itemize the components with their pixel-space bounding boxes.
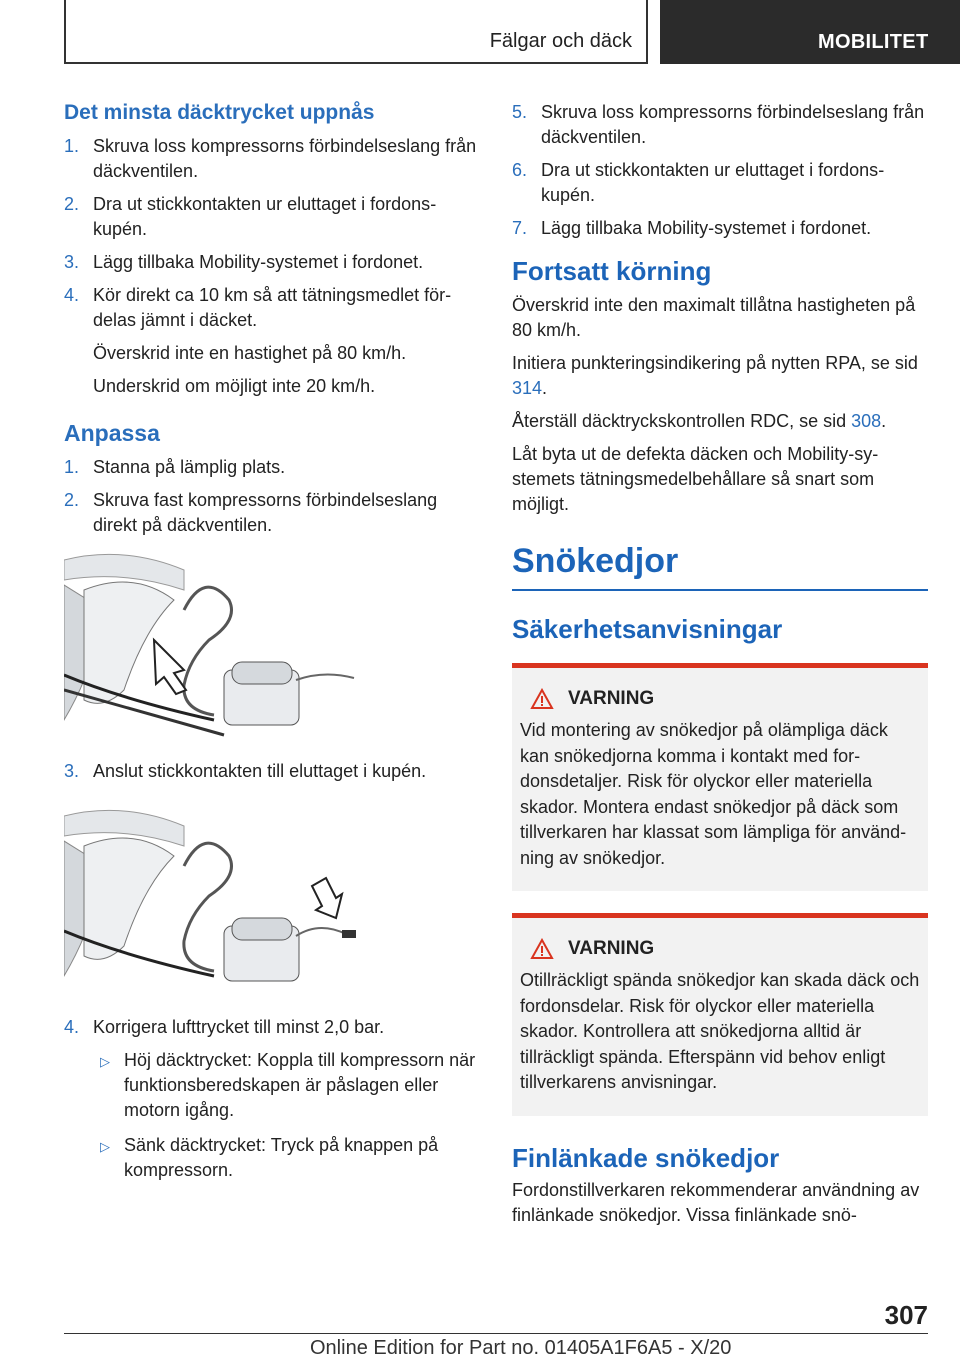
triangle-bullet-icon: ▷: [100, 1139, 110, 1154]
warning-text-1: Vid montering av snökedjor på olämpliga däck kan snökedjorna komma i kontakt med fordonsdetaljer. Risk för olyckor eller materiella skador. Montera endast snökedjor på däck som tillverkaren har klassat som lämpliga för användning av snökedjor.: [520, 720, 907, 868]
chapter-title-snow-chains: Snökedjor: [512, 539, 928, 591]
list-item: 3. Lägg tillbaka Mobility-systemet i fordonet.: [64, 252, 424, 272]
section-title-safety: Säkerhetsanvisningar: [512, 614, 783, 644]
warning-box-1: [512, 663, 928, 891]
list-item: 4. Kör direkt ca 10 km så att tätningsmedlet fördelas jämnt i däcket.: [64, 285, 452, 330]
section-title-min-pressure: Det minsta däcktrycket uppnås: [64, 101, 375, 124]
paragraph-replace-tires: Låt byta ut de defekta däcken och Mobility-systemets tätningsmedelbehållare så snart som möjligt.: [512, 444, 879, 514]
steps-list-2: [64, 455, 480, 538]
step-note-speed-min: Underskrid om möjligt inte 20 km/h.: [93, 376, 376, 396]
list-item: 1. Skruva loss kompressorns förbindelseslang från däckventilen.: [64, 136, 477, 181]
paragraph-speed-limit: Överskrid inte den maximalt tillåtna hastigheten på 80 km/h.: [512, 295, 916, 340]
list-item: 6. Dra ut stickkontakten ur eluttaget i fordonskupén.: [512, 160, 885, 205]
footer-edition: Online Edition for Part no. 01405A1F6A5 - X/20: [310, 1337, 732, 1359]
list-item: 5. Skruva loss kompressorns förbindelseslang från däckventilen.: [512, 102, 925, 147]
bullet-raise-pressure: ▷ Höj däcktrycket: Koppla till kompressorn när funktionsberedskapen är påslagen eller motorn igång.: [100, 1050, 476, 1120]
triangle-bullet-icon: ▷: [100, 1054, 110, 1069]
page-link-314[interactable]: 314: [512, 378, 543, 398]
footer-divider: [64, 1333, 928, 1334]
warning-title-2: VARNING: [520, 938, 920, 960]
page-number: 307: [884, 1300, 928, 1330]
warning-triangle-icon: [530, 938, 554, 960]
list-item: 1. Stanna på lämplig plats.: [64, 457, 286, 477]
paragraph-rpa: Initiera punkteringsindikering på nytten RPA, se sid 314.: [512, 353, 918, 398]
section-title-fine-link-chains: Finlänkade snökedjor: [512, 1142, 780, 1173]
paragraph-fine-link: Fordonstillverkaren rekommenderar användning av finlänkade snökedjor. Vissa finlänkade snö-: [512, 1179, 920, 1225]
illustration-compressor-to-valve: [64, 550, 364, 740]
step-note-speed-max: Överskrid inte en hastighet på 80 km/h.: [93, 343, 407, 363]
list-item: 4. Korrigera lufttrycket till minst 2,0 bar.: [64, 1017, 385, 1037]
bullet-lower-pressure: ▷ Sänk däcktrycket: Tryck på knappen på kompressorn.: [100, 1135, 439, 1180]
warning-title-1: VARNING: [520, 688, 920, 710]
steps-list-3: [512, 100, 928, 241]
warning-text-2: Otillräckligt spända snökedjor kan skada däck och fordonsdelar. Risk för olyckor eller materiella skador. Kontrollera att snökedjorna alltid är tillräckligt spända. Efterspänn vid behov enligt tillverkarens anvisningar.: [520, 970, 920, 1092]
paragraph-rdc: Återställ däcktryckskontrollen RDC, se sid 308.: [512, 411, 887, 431]
illustration-plug-in-socket: [64, 806, 364, 996]
page-link-308[interactable]: 308: [851, 411, 882, 431]
header-chapter-title: MOBILITET: [818, 31, 929, 53]
header-section-box: [64, 0, 648, 64]
right-column: [512, 100, 928, 1236]
section-title-adjust: Anpassa: [64, 420, 160, 446]
page-header: [0, 0, 960, 66]
section-title-continued-driving: Fortsatt körning: [512, 256, 712, 286]
list-item: 3. Anslut stickkontakten till eluttaget i kupén.: [64, 761, 427, 781]
left-column: [64, 100, 480, 1193]
steps-list-1: [64, 134, 480, 333]
list-item: 2. Dra ut stickkontakten ur eluttaget i fordonskupén.: [64, 194, 437, 239]
warning-triangle-icon: [530, 688, 554, 710]
list-item: 7. Lägg tillbaka Mobility-systemet i fordonet.: [512, 218, 872, 238]
header-section-title: Fälgar och däck: [489, 30, 632, 52]
list-item: 2. Skruva fast kompressorns förbindelseslang direkt på däckventilen.: [64, 490, 438, 535]
warning-box-2: [512, 913, 928, 1116]
